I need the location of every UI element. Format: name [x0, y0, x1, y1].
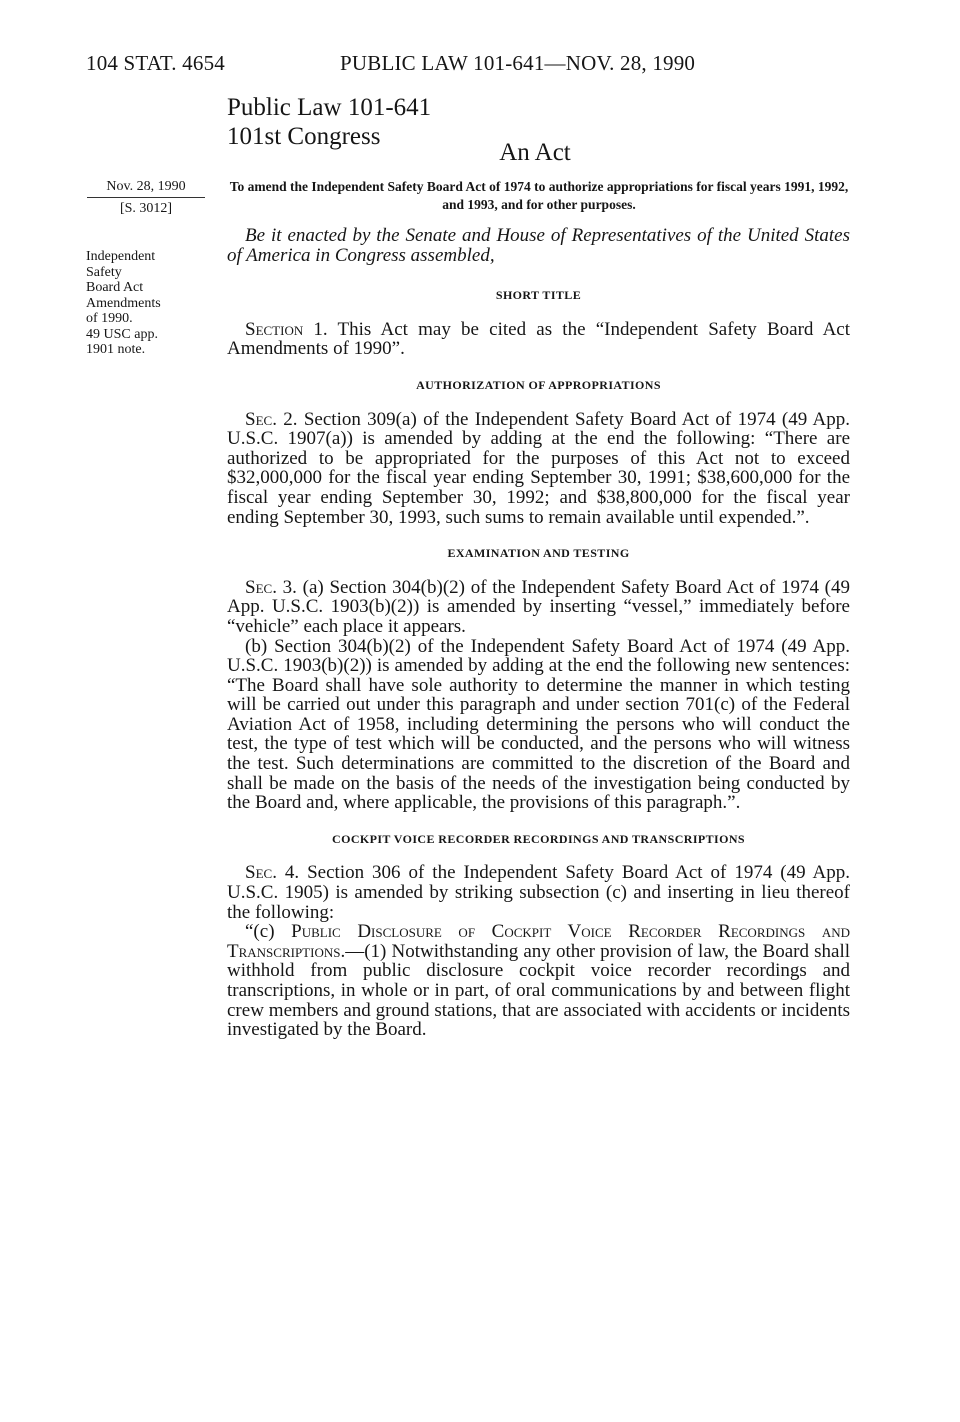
section-label: Sec — [245, 408, 273, 430]
section-label: Sec — [245, 862, 273, 884]
margin-note-line: 1901 note. — [86, 342, 146, 357]
margin-note-line: of 1990. — [86, 311, 133, 326]
margin-rule — [87, 197, 205, 198]
section-4c-text — [227, 922, 850, 1040]
section-label: Section — [245, 318, 304, 340]
enacting-clause: Be it enacted by the Senate and House of Representatives of the United States of America in Congress assembled, — [227, 225, 850, 266]
section-1-body: 1. This Act may be cited as the “Independent Safety Board Act Amendments of 1990”. — [227, 318, 850, 360]
section-3b-text: (b) Section 304(b)(2) of the Independent Safety Board Act of 1974 (49 App. U.S.C. 1903(b)(2)) is amended by adding at the end the following new sentences: “The Board shall have sole authority to determine the manner in which testing will be carried out under this paragraph and under section 701(c) of the Federal Aviation Act of 1958, including determining the persons who will conduct the test, the type of test which will be conducted, and the persons who will witness the test. Such determinations are committed to the discretion of the Board and shall be made on the basis of the needs of the investigation being conducted by the Board and, where applicable, the provisions of this paragraph.”. — [227, 635, 850, 814]
section-2-body: . 2. Section 309(a) of the Independent Safety Board Act of 1974 (49 App. U.S.C. 1907(a)) is amended by adding at the end the following: “There are authorized to be appropriated for the purposes of this Act not to exceed $32,000,000 for the fiscal year ending September 30, 1991; $38,600,000 for the fiscal year ending September 30, 1992; and $38,800,000 for the fiscal year ending September 30, 1993, such sums to remain available until expended.”. — [227, 408, 850, 528]
running-title: PUBLIC LAW 101-641—NOV. 28, 1990 — [340, 51, 696, 75]
section-2-text — [227, 410, 850, 528]
section-3-heading: EXAMINATION AND TESTING — [447, 546, 630, 561]
section-4-text — [227, 863, 850, 922]
section-4-body: . 4. Section 306 of the Independent Safety Board Act of 1974 (49 App. U.S.C. 1905) is amended by striking subsection (c) and inserting in lieu thereof the following: — [227, 862, 850, 923]
section-4-heading: COCKPIT VOICE RECORDER RECORDINGS AND TRANSCRIPTIONS — [332, 831, 745, 846]
subsection-prefix: “(c) — [245, 921, 292, 943]
section-3a-text — [227, 578, 850, 637]
margin-date-block — [86, 179, 206, 217]
an-act-heading: An Act — [499, 139, 571, 166]
enactment-date: Nov. 28, 1990 — [106, 179, 186, 194]
margin-note-line: Safety — [86, 264, 122, 280]
congress: 101st Congress — [227, 123, 381, 150]
bill-number: [S. 3012] — [119, 201, 173, 216]
subsection-body: .—(1) Notwithstanding any other provision of law, the Board shall withhold from public disclosure cockpit voice recorder recordings and transcriptions, in whole or in part, of oral communications by and between flight crew members and ground stations, that are associated with accidents or incidents investigated by the Board. — [227, 940, 850, 1041]
margin-note-line: Amendments — [86, 295, 161, 311]
section-label: Sec — [245, 576, 273, 598]
margin-notes — [86, 249, 211, 358]
subsection-heading: Public Disclosure of Cockpit Voice Recorder Recordings and Transcriptions — [227, 921, 850, 962]
purpose-statement: To amend the Independent Safety Board Act of 1974 to authorize appropriations for fiscal years 1991, 1992, and 1993, and for other purposes. — [229, 179, 849, 212]
margin-note-line: Board Act — [86, 280, 144, 295]
section-2-heading: AUTHORIZATION OF APPROPRIATIONS — [416, 377, 661, 392]
section-3a-body: . 3. (a) Section 304(b)(2) of the Independent Safety Board Act of 1974 (49 App. U.S.C. 1903(b)(2)) is amended by inserting “vessel,” immediately before “vehicle” each place it appears. — [227, 576, 850, 637]
margin-note-line: 49 USC app. — [86, 326, 158, 342]
section-1-heading: SHORT TITLE — [495, 288, 582, 303]
page-reference: 104 STAT. 4654 — [86, 51, 225, 75]
section-1-text — [227, 320, 850, 359]
law-number: Public Law 101-641 — [227, 94, 432, 121]
margin-note-line: Independent — [86, 249, 156, 264]
act-body — [227, 226, 850, 1040]
